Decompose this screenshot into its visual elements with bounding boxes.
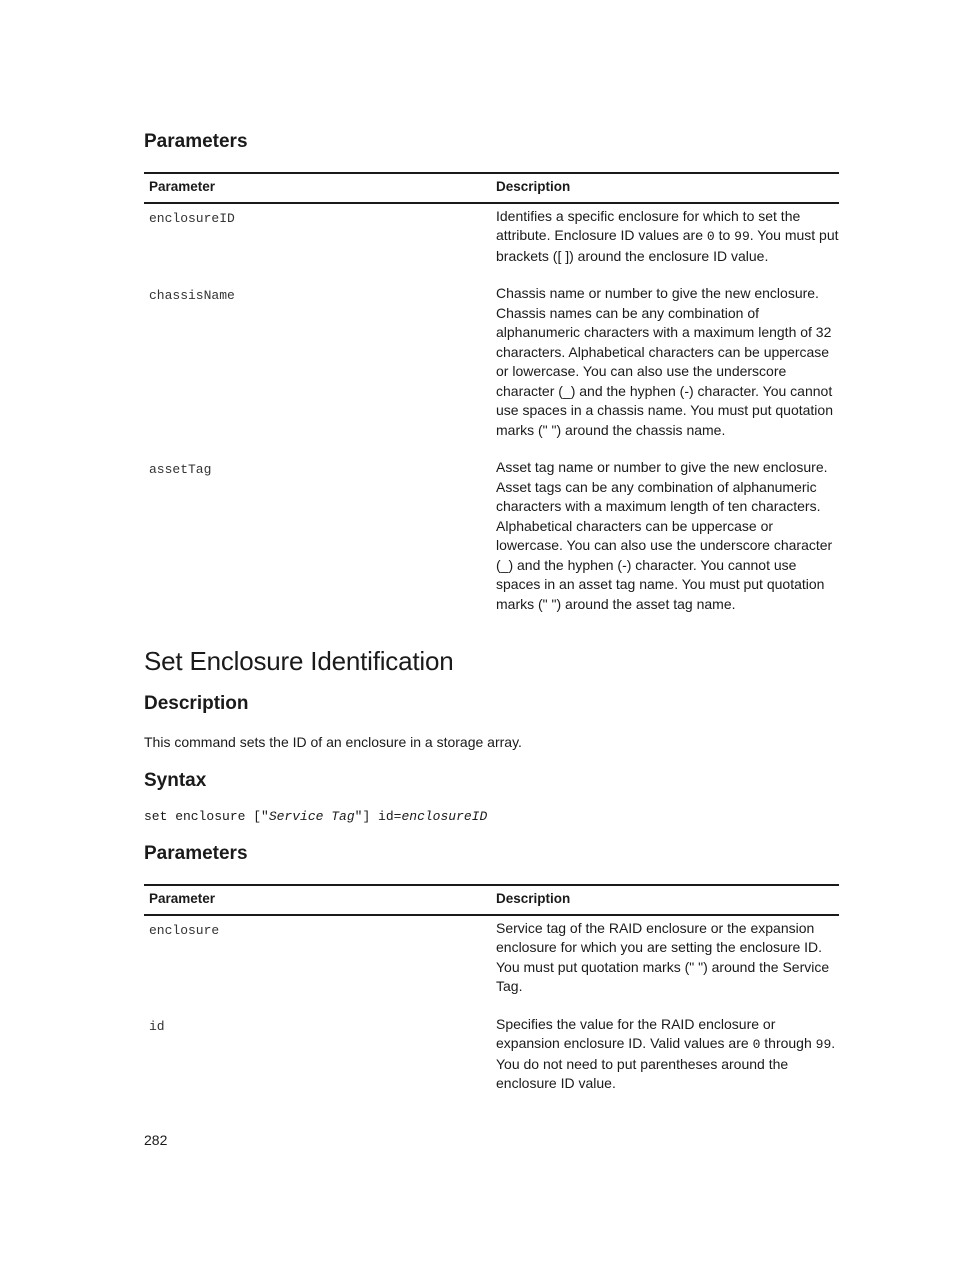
param-name: enclosureID xyxy=(149,210,235,226)
inline-code: 0 xyxy=(752,1037,761,1052)
column-header-description: Description xyxy=(491,173,839,203)
parameters-heading-1: Parameters xyxy=(144,131,248,152)
table-row xyxy=(144,284,839,458)
param-name: enclosure xyxy=(149,922,220,938)
param-description: Service tag of the RAID enclosure or the expansion enclosure for which you are setting the enclosure ID. You must put quotation marks (" ") around the Service Tag. xyxy=(496,919,830,994)
param-description: Asset tag name or number to give the new enclosure. Asset tags can be any combination of alphanumeric characters with a maximum length of ten characters. Alphabetical characters can be uppercase or lowercase. You can also use the underscore character (_) and the hyphen (-) character. You cannot use spaces in an asset tag name. You must put quotation marks (" ") around the asset tag name. xyxy=(496,459,833,612)
inline-code: 99 xyxy=(815,1037,832,1052)
inline-code: 0 xyxy=(706,229,715,244)
table-row xyxy=(144,203,839,285)
description-heading: Description xyxy=(144,693,249,714)
syntax-code: set enclosure ["Service Tag"] id=enclosureID xyxy=(144,809,488,824)
column-header-parameter: Parameter xyxy=(144,173,491,203)
table-row xyxy=(144,1015,839,1094)
table-row xyxy=(144,458,839,614)
param-name: assetTag xyxy=(149,462,212,477)
page-title: Set Enclosure Identification xyxy=(144,646,454,676)
parameters-table-2 xyxy=(144,884,839,1094)
parameters-table-1 xyxy=(144,172,839,614)
parameters-heading-2: Parameters xyxy=(144,843,248,864)
param-description: Chassis name or number to give the new enclosure. Chassis names can be any combination of alphanumeric characters with a maximum length of 32 characters. Alphabetical characters can be uppercase or lowercase. You can also use the underscore character (_) and the hyphen (-) character. You cannot use spaces in a chassis name. You must put quotation marks (" ") around the chassis name. xyxy=(496,285,833,438)
param-description: Specifies the value for the RAID enclosure or expansion enclosure ID. Valid values are 0 through 99. You do not need to put parentheses around the enclosure ID value. xyxy=(496,1015,836,1091)
description-text: This command sets the ID of an enclosure in a storage array. xyxy=(144,734,522,750)
syntax-heading: Syntax xyxy=(144,770,207,791)
table-row xyxy=(144,915,839,1015)
param-name: id xyxy=(149,1018,165,1034)
inline-code: 99 xyxy=(734,229,750,244)
param-description: Identifies a specific enclosure for which to set the attribute. Enclosure ID values are 0 to 99. You must put brackets ([ ]) around the enclosure ID value. xyxy=(496,207,839,264)
page-number: 282 xyxy=(144,1132,168,1148)
column-header-description: Description xyxy=(491,885,839,915)
param-name: chassisName xyxy=(149,288,235,303)
column-header-parameter: Parameter xyxy=(144,885,491,915)
